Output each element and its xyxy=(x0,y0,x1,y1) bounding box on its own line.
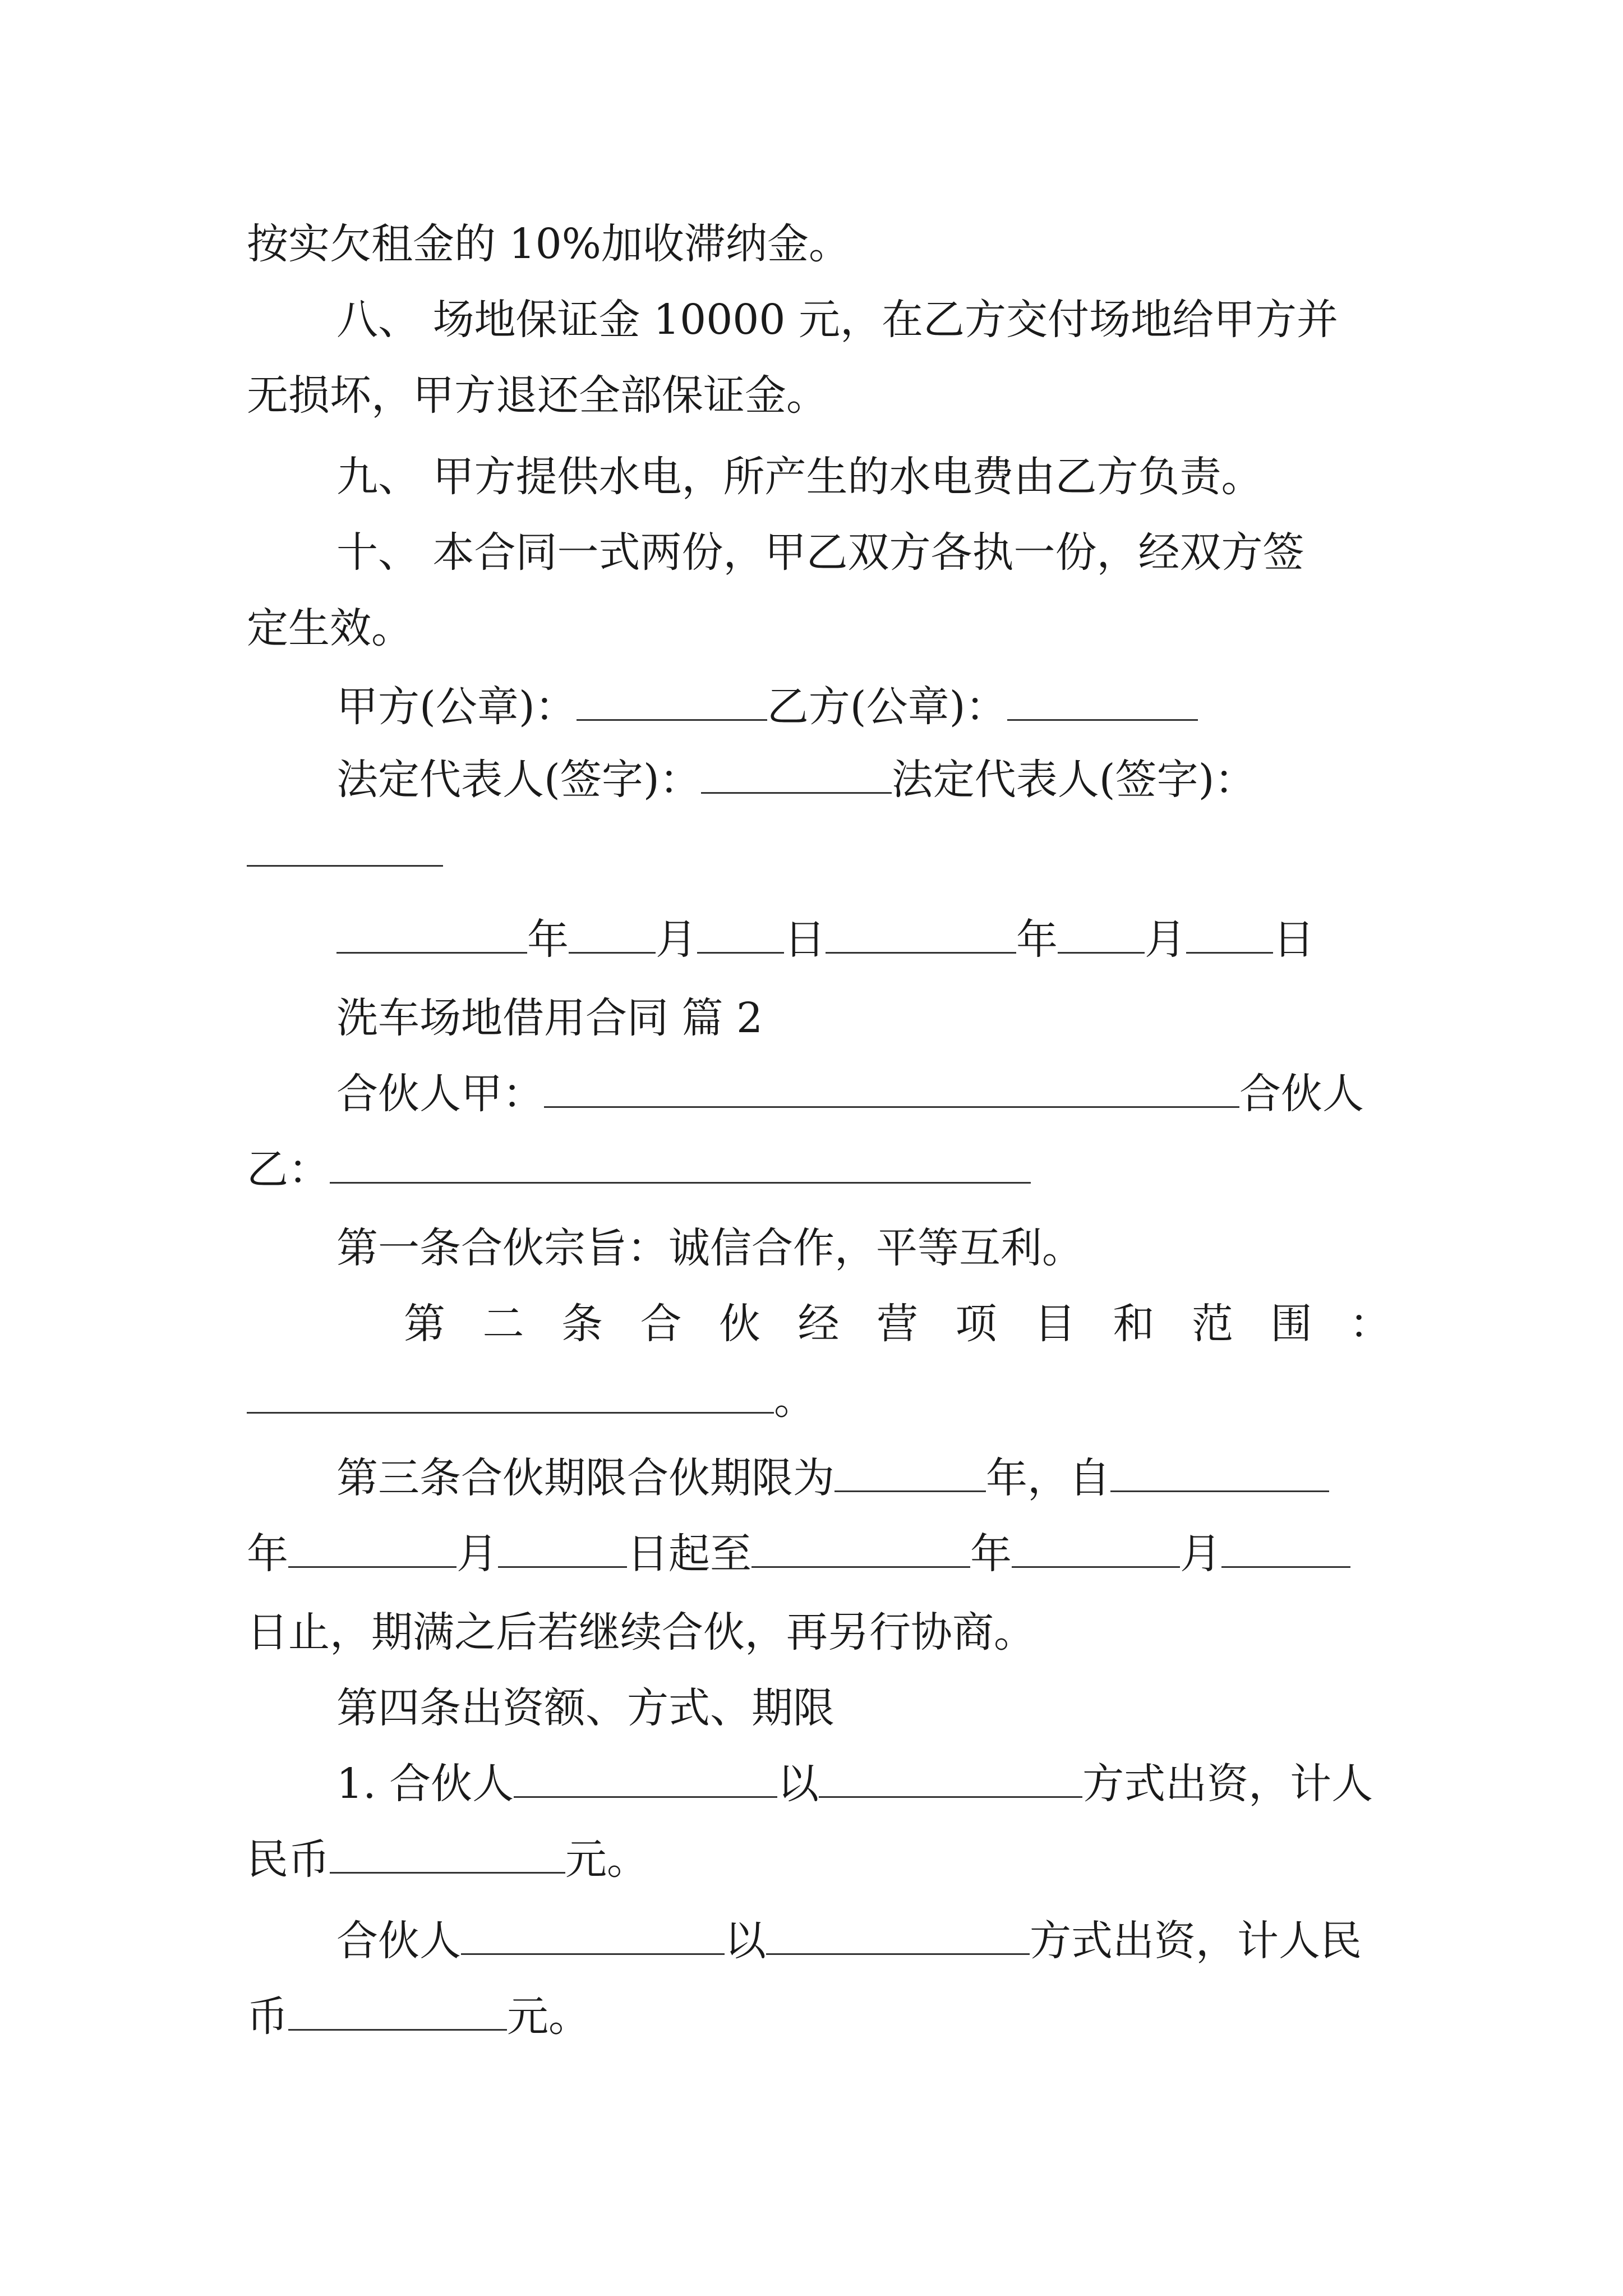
start-day-label: 日起至 xyxy=(627,1530,751,1578)
article-3-line-2 xyxy=(247,1526,1391,1582)
clause-9 xyxy=(336,449,1391,505)
article-3-line-1 xyxy=(336,1450,1391,1506)
article-2-char: 围 xyxy=(1270,1300,1312,1348)
month-label-a: 月 xyxy=(656,915,697,964)
article-2-char: 范 xyxy=(1192,1300,1233,1348)
article-2-end: 。 xyxy=(774,1375,815,1424)
start-month-blank[interactable] xyxy=(288,1527,457,1568)
article-2-char: ： xyxy=(1349,1300,1391,1348)
article-4-text: 第四条出资额、方式、期限 xyxy=(336,1684,834,1732)
late-fee-text: 按实欠租金的 10%加收滞纳金。 xyxy=(247,220,850,268)
party-a-rep-label: 法定代表人(签字)： xyxy=(336,756,701,804)
article-2-char: 和 xyxy=(1113,1300,1155,1348)
partner-a-label: 合伙人甲： xyxy=(336,1070,544,1118)
contribution-1-text-5: 元。 xyxy=(565,1835,648,1884)
contribution-2-line-2 xyxy=(247,1989,1391,2045)
party-b-seal-label: 乙方(公章)： xyxy=(767,683,1007,731)
clause-10-text-2: 定生效。 xyxy=(247,604,413,652)
contribution-2-text-5: 元。 xyxy=(507,1993,590,2041)
party-a-year-blank[interactable] xyxy=(336,913,527,954)
contribution-2-text-2: 以 xyxy=(725,1917,766,1965)
clause-10-line-1 xyxy=(336,524,1391,581)
contribution-1-text-4: 民币 xyxy=(247,1835,330,1884)
party-a-seal-blank[interactable] xyxy=(577,680,767,721)
start-year-label: 年 xyxy=(247,1530,288,1578)
contribution-2-text-3: 方式出资，计人民 xyxy=(1030,1917,1362,1965)
clause-8-line-1 xyxy=(336,292,1391,348)
contribution-2-amount-blank[interactable] xyxy=(288,1990,507,2031)
contribution-1-line-1 xyxy=(336,1756,1391,1812)
partner-a-line xyxy=(336,1066,1391,1122)
contribution-2-method-blank[interactable] xyxy=(766,1914,1030,1955)
article-3-text-2: 年，自 xyxy=(986,1454,1110,1502)
term-years-blank[interactable] xyxy=(834,1451,986,1492)
end-month-label: 月 xyxy=(1180,1530,1221,1578)
paragraph-late-fee xyxy=(247,216,1391,272)
contribution-1-text-2: 以 xyxy=(777,1760,819,1808)
article-3-text-1: 第三条合伙期限合伙期限为 xyxy=(336,1454,834,1502)
article-2-char: 营 xyxy=(877,1300,918,1348)
start-day-blank[interactable] xyxy=(498,1527,627,1568)
partner-b-label-end: 乙： xyxy=(247,1145,330,1194)
partner-b-label-start: 合伙人 xyxy=(1239,1070,1364,1118)
party-b-rep-blank[interactable] xyxy=(247,826,443,867)
party-a-month-blank[interactable] xyxy=(569,913,656,954)
article-1 xyxy=(336,1220,1391,1276)
party-b-day-blank[interactable] xyxy=(1186,913,1273,954)
partner-b-blank[interactable] xyxy=(330,1143,1031,1184)
article-2-line xyxy=(404,1296,1391,1352)
contribution-1-method-blank[interactable] xyxy=(819,1757,1082,1798)
article-2-char: 第 xyxy=(404,1300,445,1348)
year-label-a: 年 xyxy=(527,915,569,964)
end-year-label: 年 xyxy=(970,1530,1012,1578)
article-2-char: 项 xyxy=(955,1300,997,1348)
article-1-text: 第一条合伙宗旨：诚信合作，平等互利。 xyxy=(336,1224,1083,1272)
clause-8-text-1: 八、 场地保证金 10000 元，在乙方交付场地给甲方并 xyxy=(336,296,1338,344)
clause-8-text-2: 无损坏，甲方退还全部保证金。 xyxy=(247,371,828,420)
start-year-blank[interactable] xyxy=(1110,1451,1329,1492)
article-2-char: 经 xyxy=(797,1300,840,1348)
section-heading xyxy=(336,990,1391,1046)
contribution-1-text-3: 方式出资，计人 xyxy=(1082,1760,1373,1808)
party-a-day-blank[interactable] xyxy=(697,913,784,954)
contribution-1-text-1: 1. 合伙人 xyxy=(336,1760,514,1808)
day-label-b: 日 xyxy=(1273,915,1315,964)
article-2-char: 合 xyxy=(640,1300,682,1348)
clause-8-line-2 xyxy=(247,367,1391,424)
party-a-rep-blank[interactable] xyxy=(701,753,892,794)
partner-a-blank[interactable] xyxy=(544,1067,1239,1108)
section-heading-text: 洗车场地借用合同 篇 2 xyxy=(336,994,763,1042)
end-month-blank[interactable] xyxy=(1012,1527,1180,1568)
article-2-char: 伙 xyxy=(719,1300,760,1348)
partner-b-line xyxy=(247,1142,1391,1198)
party-b-seal-blank[interactable] xyxy=(1007,680,1198,721)
article-4 xyxy=(336,1680,1391,1736)
day-label-a: 日 xyxy=(784,915,826,964)
clause-9-text: 九、 甲方提供水电，所产生的水电费由乙方负责。 xyxy=(336,453,1263,501)
party-a-seal-label: 甲方(公章)： xyxy=(336,683,577,731)
seal-line xyxy=(336,679,1391,735)
contribution-1-partner-blank[interactable] xyxy=(514,1757,777,1798)
contribution-2-text-4: 币 xyxy=(247,1993,288,2041)
contribution-2-line-1 xyxy=(336,1913,1391,1969)
month-label-b: 月 xyxy=(1145,915,1186,964)
representative-line xyxy=(336,752,1391,808)
article-2-char: 目 xyxy=(1034,1300,1076,1348)
article-2-char: 条 xyxy=(561,1300,603,1348)
article-2-blank-line xyxy=(247,1372,1391,1428)
party-b-rep-label: 法定代表人(签字)： xyxy=(891,756,1256,804)
year-label-b: 年 xyxy=(1016,915,1058,964)
contribution-1-line-2 xyxy=(247,1832,1391,1888)
article-3-line-3 xyxy=(247,1604,1391,1660)
contribution-1-amount-blank[interactable] xyxy=(330,1833,565,1874)
clause-10-text-1: 十、 本合同一式两份，甲乙双方各执一份，经双方签 xyxy=(336,528,1304,577)
article-3-text-3: 日止，期满之后若继续合伙，再另行协商。 xyxy=(247,1608,1035,1657)
start-month-label: 月 xyxy=(457,1530,498,1578)
contribution-2-partner-blank[interactable] xyxy=(461,1914,725,1955)
date-line xyxy=(336,912,1391,968)
party-b-year-blank[interactable] xyxy=(826,913,1016,954)
representative-blank-line xyxy=(247,825,1391,881)
end-year-blank[interactable] xyxy=(751,1527,970,1568)
party-b-month-blank[interactable] xyxy=(1058,913,1145,954)
business-scope-blank[interactable] xyxy=(247,1373,774,1414)
article-2-char: 二 xyxy=(482,1300,524,1348)
clause-10-line-2 xyxy=(247,600,1391,656)
contribution-2-text-1: 合伙人 xyxy=(336,1917,461,1965)
end-day-blank[interactable] xyxy=(1221,1527,1350,1568)
